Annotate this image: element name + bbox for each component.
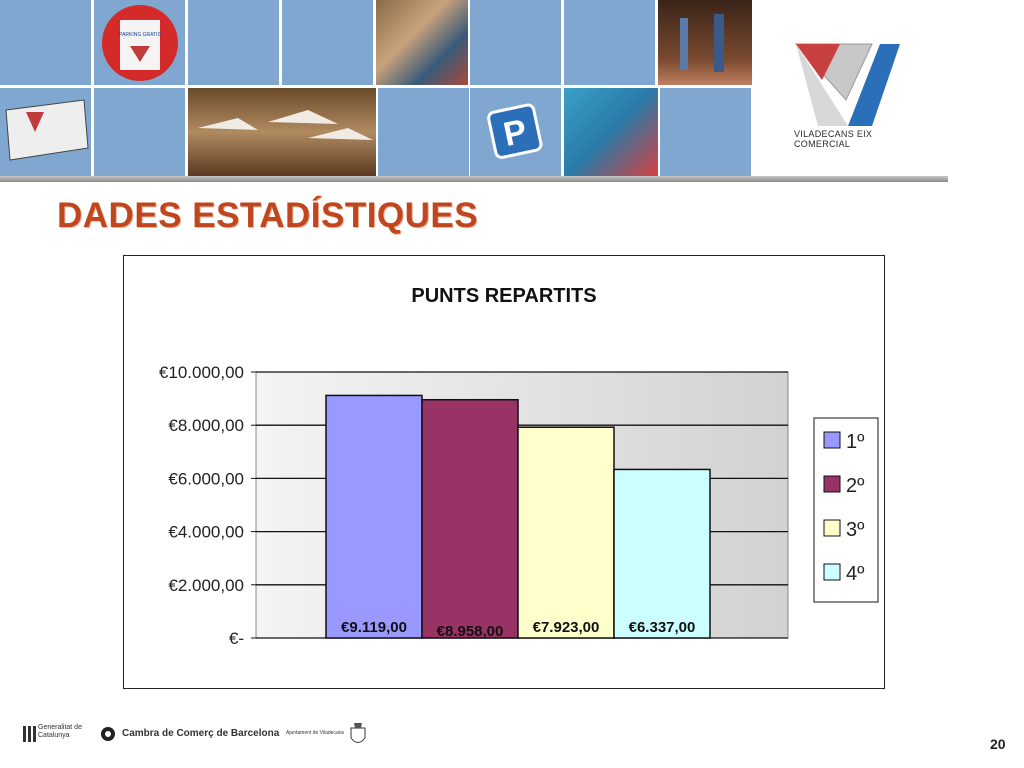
data-label: €8.958,00 <box>436 623 504 640</box>
leaflet-photo <box>0 88 91 176</box>
generalitat-label: Generalitat de Catalunya <box>38 724 82 739</box>
y-tick-label: €6.000,00 <box>168 469 244 489</box>
y-tick-label: €2.000,00 <box>168 575 244 595</box>
legend-label: 1º <box>846 431 865 453</box>
sign-text: PARKING GRATIS <box>119 32 161 38</box>
y-tick-label: €4.000,00 <box>168 522 244 542</box>
parking-p-icon: P <box>500 112 531 155</box>
legend-label: 3º <box>846 519 865 541</box>
bar <box>614 469 710 638</box>
y-tick-label: €- <box>228 629 244 648</box>
banner-tile <box>188 0 279 85</box>
legend-label: 4º <box>846 563 865 585</box>
legend-label: 2º <box>846 475 865 497</box>
header-banner <box>0 0 948 178</box>
legend-swatch <box>824 432 840 448</box>
logo-caption: VILADECANS EIX COMERCIAL <box>794 129 873 149</box>
banner-tile <box>0 0 91 85</box>
banner-tile <box>282 0 373 85</box>
data-label: €6.337,00 <box>628 619 696 636</box>
bar <box>326 395 422 638</box>
chart-title: PUNTS REPARTITS <box>411 285 597 307</box>
y-tick-label: €8.000,00 <box>168 416 244 436</box>
bar <box>518 427 614 638</box>
y-tick-label: €10.000,00 <box>158 363 244 382</box>
banner-tile <box>564 0 655 85</box>
page-title: DADES ESTADÍSTIQUES <box>57 196 479 235</box>
legend-swatch <box>824 476 840 492</box>
bar <box>422 400 518 638</box>
legend-swatch <box>824 564 840 580</box>
parking-sign-photo <box>94 0 185 85</box>
parking-icon-tile <box>470 88 561 176</box>
cambra-label: Cambra de Comerç de Barcelona <box>122 728 280 739</box>
banner-tile <box>660 88 751 176</box>
generalitat-emblem-icon <box>22 724 38 744</box>
bar-chart <box>124 256 884 688</box>
data-label: €7.923,00 <box>532 619 600 636</box>
cambra-emblem-icon <box>100 726 116 742</box>
banner-divider <box>0 176 948 182</box>
shop-collage-photo <box>376 0 468 85</box>
data-label: €9.119,00 <box>341 619 407 636</box>
ajuntament-shield-icon <box>348 720 368 748</box>
fashion-show-photo <box>658 0 752 85</box>
banner-tile <box>94 88 185 176</box>
ajuntament-label: Ajuntament de Viladecans <box>286 730 345 736</box>
banner-tile <box>378 88 469 176</box>
market-stalls-photo <box>188 88 376 176</box>
legend-swatch <box>824 520 840 536</box>
viladecans-logo <box>752 0 948 176</box>
brochure-photo <box>564 88 658 176</box>
chart-frame <box>123 255 885 689</box>
banner-tile <box>470 0 561 85</box>
page-number: 20 <box>990 736 1006 752</box>
